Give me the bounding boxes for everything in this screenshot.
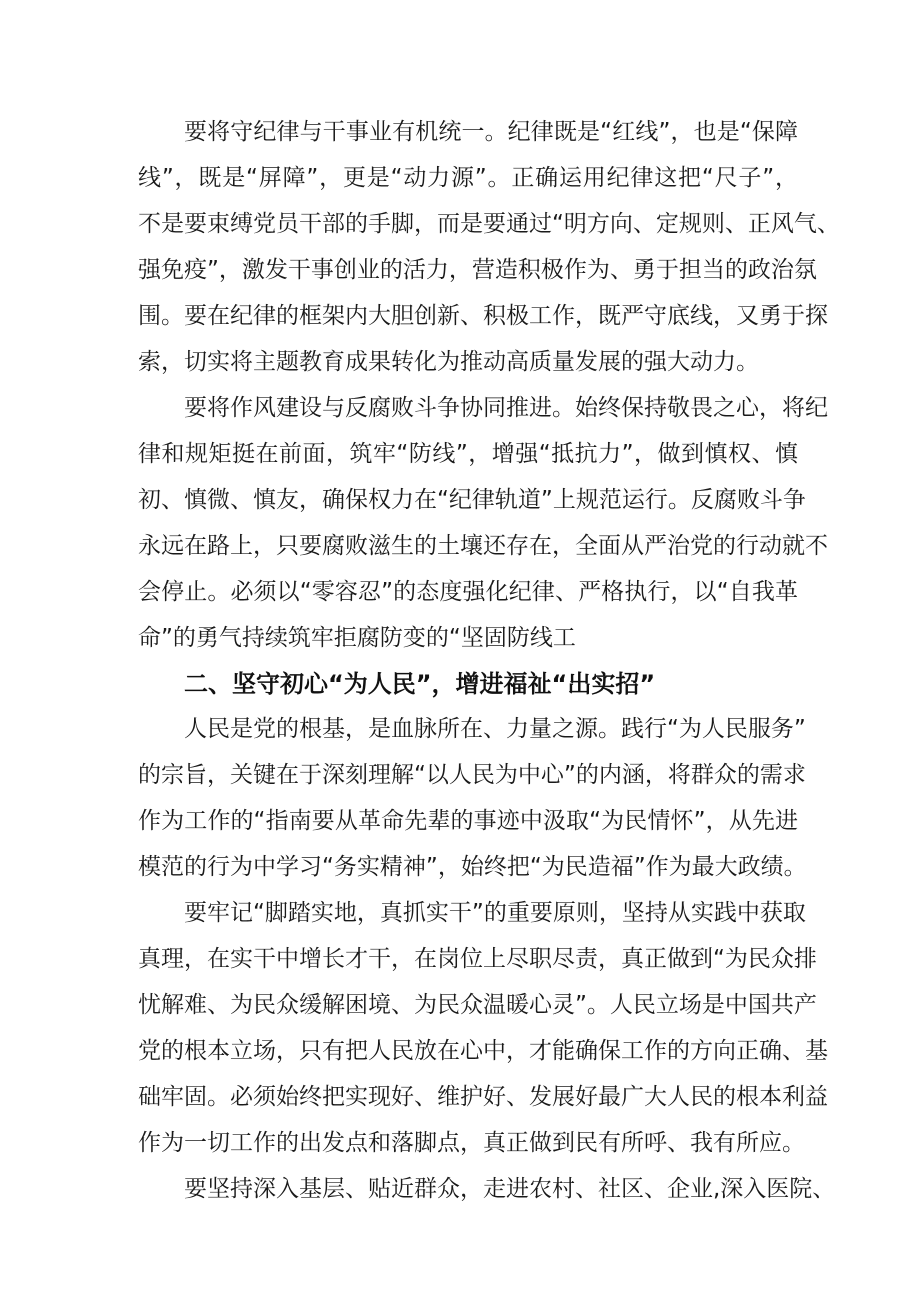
paragraph-1-line-4: 强免疫”，激发干事创业的活力，营造积极作为、勇于担当的政治氛 [138,257,817,283]
paragraph-3-line-1: 人民是党的根基，是血脉所在、力量之源。践行“为人民服务” [184,716,806,742]
paragraph-4-line-3: 忧解难、为民众缓解困境、为民众温暖心灵”。人民立场是中国共产 [138,992,817,1018]
paragraph-1-line-2: 线”，既是“屏障”，更是“动力源”。正确运用纪律这把“尺子”， [138,165,798,191]
paragraph-2-line-6: 命”的勇气持续筑牢拒腐防变的“坚固防线工 [138,625,576,651]
paragraph-4-line-4: 党的根本立场，只有把人民放在心中，才能确保工作的方向正确、基 [138,1038,828,1064]
paragraph-1-line-5: 围。要在纪律的框架内大胆创新、积极工作，既严守底线，又勇于探 [138,303,828,329]
paragraph-4-line-5: 础牢固。必须始终把实现好、维护好、发展好最广大人民的根本利益 [138,1084,828,1110]
paragraph-1-line-3: 不是要束缚党员干部的手脚，而是要通过“明方向、定规则、正风气、 [138,211,840,237]
paragraph-3-line-2: 的宗旨，关键在于深刻理解“以人民为中心”的内涵，将群众的需求 [138,762,806,788]
paragraph-2-line-2: 律和规矩挺在前面，筑牢“防线”，增强“抵抗力”，做到慎权、慎 [138,441,798,467]
section-heading: 二、坚守初心“为人民”，增进福祉“出实招” [184,670,656,698]
paragraph-3-line-4: 模范的行为中学习“务实精神”，始终把“为民造福”作为最大政绩。 [138,854,807,880]
paragraph-4-line-2: 真理，在实干中增长才干，在岗位上尽职尽责，真正做到“为民众排 [138,946,817,972]
paragraph-2-line-5: 会停止。必须以“零容忍”的态度强化纪律、严格执行，以“自我革 [138,579,798,605]
paragraph-4-line-6: 作为一切工作的出发点和落脚点，真正做到民有所呼、我有所应。 [138,1130,805,1156]
paragraph-5-line-1: 要坚持深入基层、贴近群众，走进农村、社区、企业,深入医院、 [184,1176,836,1202]
paragraph-2-line-4: 永远在路上，只要腐败滋生的土壤还存在，全面从严治党的行动就不 [138,533,828,559]
paragraph-2-line-1: 要将作风建设与反腐败斗争协同推进。始终保持敬畏之心，将纪 [184,395,828,421]
paragraph-1-line-6: 索，切实将主题教育成果转化为推动高质量发展的强大动力。 [138,349,759,375]
paragraph-2-line-3: 初、慎微、慎友，确保权力在“纪律轨道”上规范运行。反腐败斗争 [138,487,806,513]
paragraph-4-line-1: 要牢记“脚踏实地，真抓实干”的重要原则，坚持从实践中获取 [184,900,806,926]
paragraph-3-line-3: 作为工作的“指南要从革命先辈的事迹中汲取“为民情怀”，从先进 [138,808,798,834]
paragraph-1-line-1: 要将守纪律与干事业有机统一。纪律既是“红线”，也是“保障 [184,119,798,145]
